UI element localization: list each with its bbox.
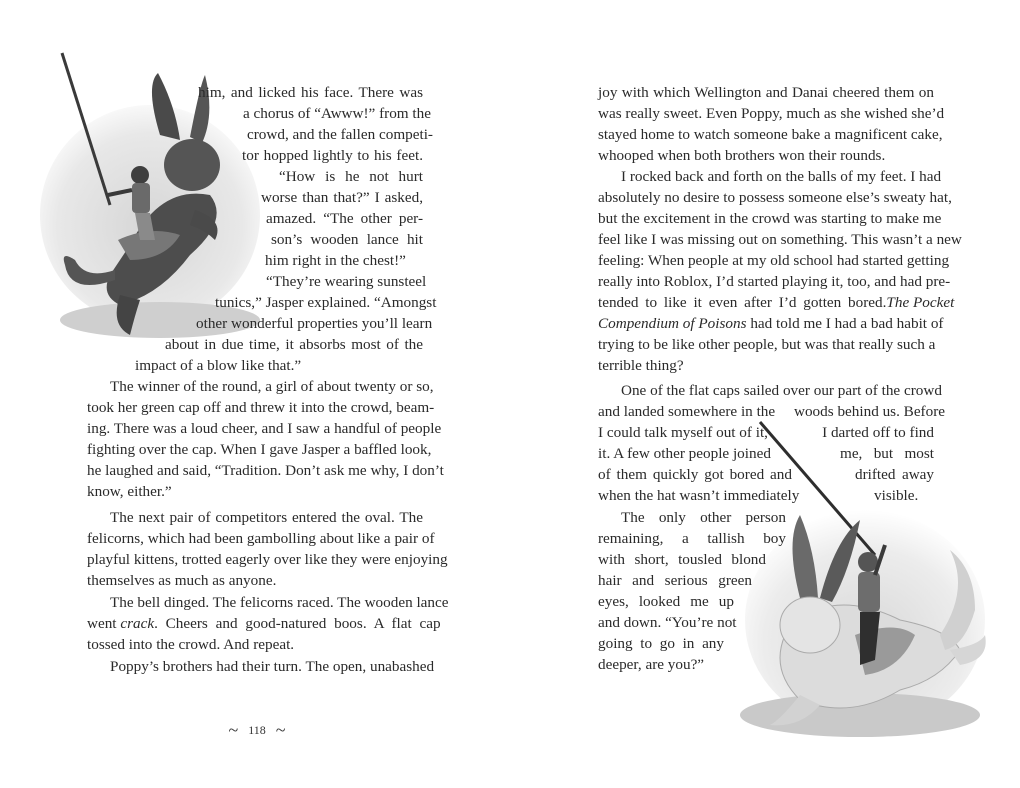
text-line: crowd, and the fallen competi- <box>247 126 433 143</box>
text-line-mixed <box>598 313 944 334</box>
text-line: whooped when both brothers won their rounds. <box>598 147 886 164</box>
text-line: he laughed and said, “Tradition. Don’t ask me why, I don’t <box>87 462 444 479</box>
text-line: visible. <box>874 487 919 504</box>
text-line: The bell dinged. The felicorns raced. The wooden lance <box>110 594 449 611</box>
text-line-mixed <box>87 613 441 634</box>
text-line: but the excitement in the crowd was starting to make me <box>598 210 942 227</box>
text-line: going to go in any <box>598 635 724 652</box>
text-line: playful kittens, trotted eagerly over like they were enjoying <box>87 551 448 568</box>
italic-fragment: crack <box>120 615 155 632</box>
text-line: trying to be like other people, but was that really such a <box>598 336 936 353</box>
text-line: joy with which Wellington and Danai cheered them on <box>598 84 934 101</box>
text-line: worse than that?” I asked, <box>261 189 423 206</box>
text-line: ing. There was a loud cheer, and I saw a handful of people <box>87 420 442 437</box>
text-line: took her green cap off and threw it into the crowd, beam- <box>87 399 435 416</box>
folio-ornament-right: ~ <box>275 720 286 740</box>
text-line: The next pair of competitors entered the oval. The <box>110 509 423 526</box>
text-line: “How is he not hurt <box>279 168 423 185</box>
text-line: I could talk myself out of it, <box>598 424 768 441</box>
text-line: was really sweet. Even Poppy, much as she wished she’d <box>598 105 945 122</box>
text-line-mixed <box>598 292 955 313</box>
italic-fragment: The Pocket <box>886 294 955 311</box>
text-line: One of the flat caps sailed over our part of the crowd <box>621 382 942 399</box>
page-number-folio <box>222 720 292 741</box>
text-line: stayed home to watch someone bake a magnificent cake, <box>598 126 943 143</box>
text-line: impact of a blow like that.” <box>135 357 302 374</box>
text-line: know, either.” <box>87 483 172 500</box>
text-line: felicorns, which had been gambolling about like a pair of <box>87 530 435 547</box>
text-line: deeper, are you?” <box>598 656 705 673</box>
text-line: and landed somewhere in the <box>598 403 776 420</box>
text-line: when the hat wasn’t immediately <box>598 487 800 504</box>
folio-ornament-left: ~ <box>228 720 239 740</box>
text-line: woods behind us. Before <box>794 403 946 420</box>
text-line: tossed into the crowd. And repeat. <box>87 636 295 653</box>
text-line: “They’re wearing sunsteel <box>266 273 427 290</box>
text-line: The only other person <box>621 509 786 526</box>
text-line: eyes, looked me up <box>598 593 734 610</box>
text-line: other wonderful properties you’ll learn <box>196 315 433 332</box>
text-line: of them quickly got bored and <box>598 466 792 483</box>
text-line: feeling: When people at my old school had started getting <box>598 252 950 269</box>
text-line: really into Roblox, I’d started playing it, too, and had pre- <box>598 273 951 290</box>
text-line: fighting over the cap. When I gave Jasper a baffled look, <box>87 441 432 458</box>
text-line: Poppy’s brothers had their turn. The open, unabashed <box>110 658 435 675</box>
text-line: a chorus of “Awww!” from the <box>243 105 431 122</box>
text-line: him right in the chest!” <box>265 252 406 269</box>
text-line: tunics,” Jasper explained. “Amongst <box>215 294 437 311</box>
text-fragment: went <box>87 615 121 632</box>
text-line: drifted away <box>855 466 934 483</box>
text-fragment: had told me I had a bad habit of <box>746 315 944 332</box>
text-line: The winner of the round, a girl of about twenty or so, <box>110 378 434 395</box>
text-line: hair and serious green <box>598 572 752 589</box>
text-line: I darted off to find <box>822 424 934 441</box>
text-line: with short, tousled blond <box>598 551 766 568</box>
text-line: it. A few other people joined <box>598 445 771 462</box>
text-line: themselves as much as anyone. <box>87 572 277 589</box>
page-number: 118 <box>248 723 266 737</box>
text-line: feel like I was missing out on something. This wasn’t a new <box>598 231 962 248</box>
text-line: and down. “You’re not <box>598 614 737 631</box>
text-fragment: . Cheers and good-natured boos. A flat cap <box>154 615 441 632</box>
text-line: absolutely no desire to possess someone else’s sweaty hat, <box>598 189 952 206</box>
text-line: I rocked back and forth on the balls of my feet. I had <box>621 168 942 185</box>
text-line: terrible thing? <box>598 357 684 374</box>
text-line: son’s wooden lance hit <box>271 231 423 248</box>
text-fragment: tended to like it even after I’d gotten bored. <box>598 294 887 311</box>
text-line: remaining, a tallish boy <box>598 530 786 547</box>
text-line: amazed. “The other per- <box>266 210 423 227</box>
text-line: tor hopped lightly to his feet. <box>242 147 423 164</box>
text-line: about in due time, it absorbs most of the <box>165 336 423 353</box>
italic-fragment: Compendium of Poisons <box>598 315 747 332</box>
text-line: him, and licked his face. There was <box>198 84 423 101</box>
text-line: me, but most <box>840 445 934 462</box>
right-page <box>510 0 1020 788</box>
